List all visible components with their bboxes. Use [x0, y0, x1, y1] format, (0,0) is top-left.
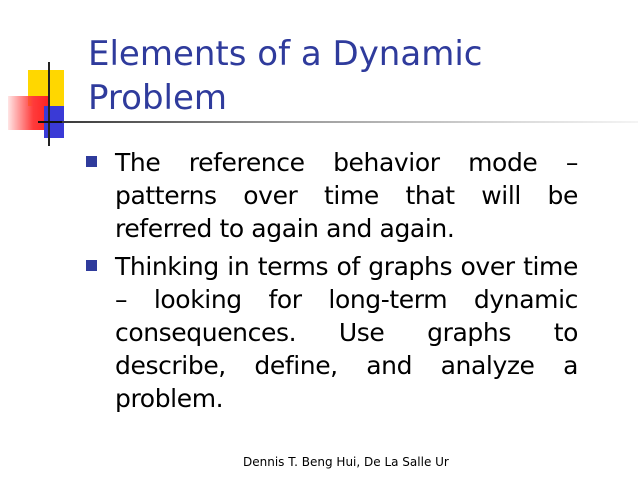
- decorative-vertical-line: [48, 62, 50, 146]
- slide-footer: Dennis T. Beng Hui, De La Salle Ur: [243, 455, 449, 469]
- slide-title: Elements of a Dynamic Problem: [88, 34, 483, 118]
- bullet-text: The reference behavior mode – patterns over time that will be referred to again and again.: [115, 148, 578, 243]
- bullet-list: [86, 146, 578, 420]
- title-underline-divider: [62, 121, 638, 123]
- square-bullet-icon: [86, 156, 97, 167]
- bullet-text: Thinking in terms of graphs over time – looking for long-term dynamic consequences. Use graphs to describe, define, and analyze a problem.: [115, 252, 578, 413]
- decorative-horizontal-line-left: [38, 121, 62, 123]
- bullet-item: [86, 250, 578, 415]
- bullet-item: [86, 146, 578, 245]
- square-bullet-icon: [86, 260, 97, 271]
